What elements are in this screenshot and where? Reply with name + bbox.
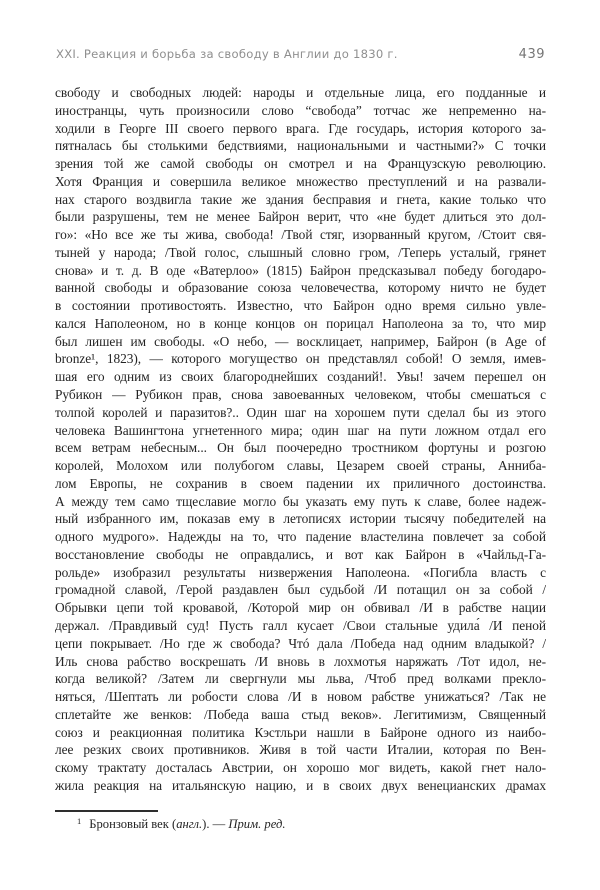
text-line: в состоянии противостоять. Известно, что Байрон одно время сильно увле- (55, 298, 546, 314)
text-line: ванной свободы и образование союза человечества, которому ничто не будет (55, 280, 546, 296)
text-line: был лишен им свободы. «О небо, — восклицает, например, Байрон (в Age of (55, 333, 546, 349)
text-line: королей, Молохом или полубогом славы, Цезарем своей страны, Анниба- (55, 458, 546, 474)
text-line: bronze¹, 1823), — которого могущество он представлял собой! О земля, имев- (55, 351, 546, 367)
text-line: когда великой? /Затем ли свергнули мы льва, /Чтоб пред волками прекло- (55, 671, 546, 687)
text-line: скому трактату досталась Австрии, он хорошо мог видеть, какой гнет нало- (55, 760, 546, 776)
text-line: восстановление свободы не оправдались, и вот как Байрон в «Чайльд-Га- (55, 546, 546, 562)
text-line: снова» и т. д. В оде «Ватерлоо» (1815) Байрон предсказывал победу богодаро- (55, 262, 546, 278)
body-text (55, 84, 546, 795)
text-line: толпой королей и паразитов?.. Один шаг на хорошем пути сделал бы из этого (55, 404, 546, 420)
text-line: всем ветрам небесным... Он был поочередно тростником фортуны и розгою (55, 440, 546, 456)
text-line: одного мудрого». Надежды на то, что падение властелина повлечет за собой (55, 529, 546, 545)
text-line: держал. /Правдивый суд! Пусть галл кусает /Свои стальные удила́ /И пеной (55, 617, 546, 633)
text-line: громадной славой, /Герой раздавлен был судьбой /И потащил он за собой / (55, 582, 546, 598)
text-line: няться, /Шептать ли робости слова /И в новом рабстве унижаться? /Так не (55, 689, 546, 705)
text-line: зрения той же самой свободы он смотрел и на Французскую революцию. (55, 156, 546, 172)
text-line: иностранцы, чуть произносили слово “свобода” тотчас же непременно на- (55, 102, 546, 118)
text-line: А между тем само тщеславие могло бы указать ему путь к славе, более надеж- (55, 493, 546, 509)
text-line: ный избранного им, показав ему в летописях истории тысячу победителей на (55, 511, 546, 527)
text-line: союз и реакционная политика Кэстльри нашли в Байроне одного из наибо- (55, 724, 546, 740)
text-line: человека Вашингтона угнетенного мира; один шаг на пути ложном отдал его (55, 422, 546, 438)
text-line: Рубикон — Рубикон прав, снова завоеванных человеком, чтобы смешаться с (55, 387, 546, 403)
text-line: Хотя Франция и совершила великое множество преступлений и на развали- (55, 173, 546, 189)
text-line: свободу и свободных людей: народы и отдельные лица, его подданные и (55, 85, 546, 100)
text-line: пятналась бы столькими бедствиями, национальными и частными?» С точки (55, 138, 546, 154)
text-line: Иль снова рабство воскрешать /И вновь в лохмотья наряжать /Тот идол, не- (55, 653, 546, 669)
text-line: ходили в Георге III своего первого врага. Где государь, история которого за- (55, 120, 546, 136)
footnote-text: Бронзовый век (англ.). — Прим. ред. (89, 817, 286, 831)
text-line: жила реакция на итальянскую нацию, и в своих двух венецианских драмах (55, 777, 546, 793)
footnote (55, 816, 546, 832)
text-line: кался Наполеоном, но в конце концов он порицал Наполеона за то, что мир (55, 315, 546, 331)
text-line: нах старого воздвигла такие же здания бесправия и гнета, какие только что (55, 191, 546, 207)
running-head: XXI. Реакция и борьба за свободу в Англии до 1830 г. (56, 47, 398, 61)
text-line: цепи покрывает. /Но где ж свобода? Чтó дала /Победа над одним владыкой? / (55, 635, 546, 651)
text-line: лом Европы, не сохранив в своем падении их приличного достоинства. (55, 475, 546, 491)
page-number: 439 (518, 47, 545, 62)
page-header (56, 47, 545, 62)
text-line: шая его одним из своих благороднейших созданий!. Увы! зачем перешел он (55, 369, 546, 385)
text-line: тыней у народа; /Твой голос, слышный словно гром, /Теперь усталый, грянет (55, 244, 546, 260)
text-line: рольде» изобразил результаты низвержения Наполеона. «Погибла власть с (55, 564, 546, 580)
text-line: лее резких своих противников. Живя в той части Италии, которая по Вен- (55, 742, 546, 758)
text-line: сплетайте же венков: /Победа ваша стыд веков». Легитимизм, Священный (55, 706, 546, 722)
text-line: были разрушены, тем не менее Байрон верит, что «не будет длиться это дол- (55, 209, 546, 225)
text-line: го»: «Но все же ты жива, свобода! /Твой стяг, изорванный кругом, /Стоит свя- (55, 227, 546, 243)
footnote-rule (55, 810, 158, 812)
text-line: Обрывки цепи той кровавой, /Которой мир он обвивал /И в рабстве нации (55, 600, 546, 616)
footnote-marker: 1 (77, 816, 82, 826)
